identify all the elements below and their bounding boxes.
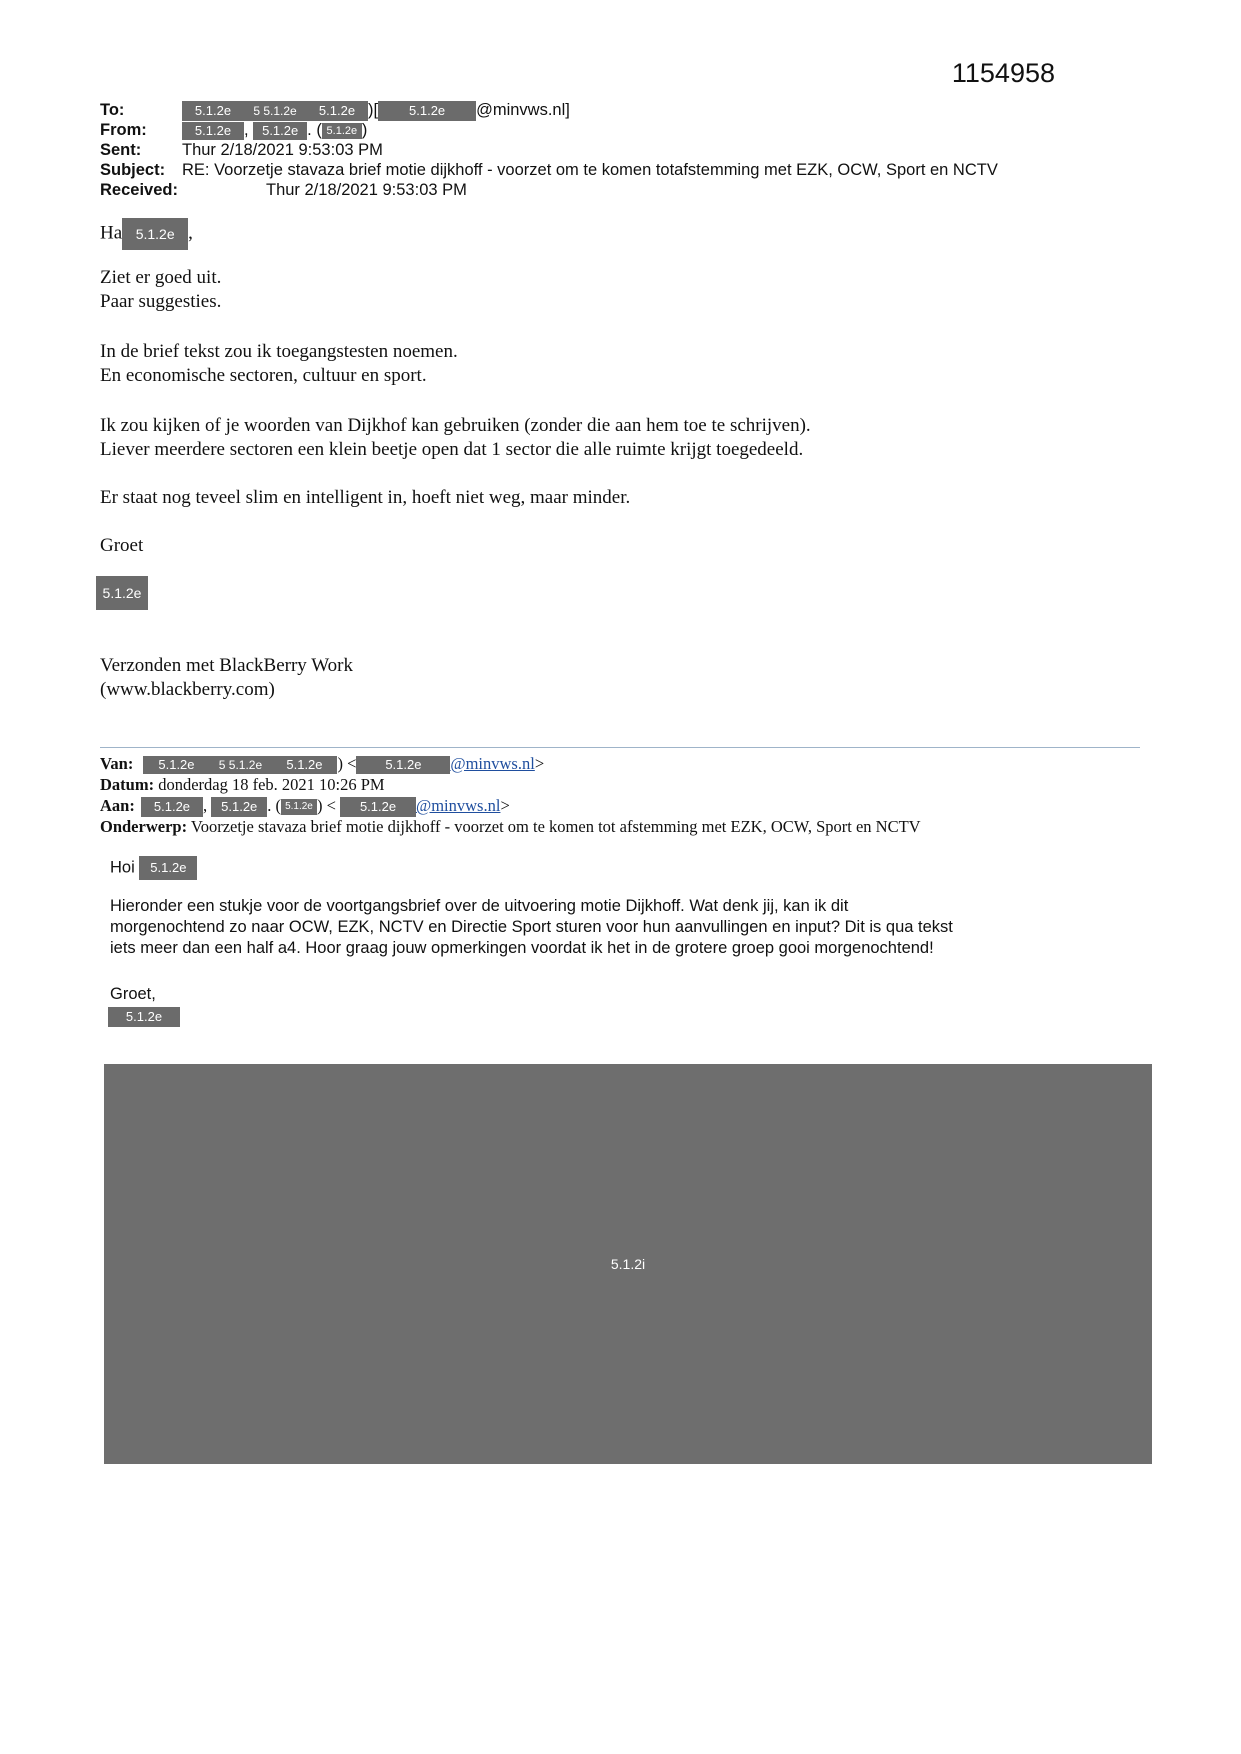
van-row: Van: 5.1.2e 5 5.1.2e 5.1.2e ) < 5.1.2e @minvws.nl> [100,754,545,773]
reply-sender-redaction [96,576,148,610]
from-label: From: [100,121,147,139]
original-closing: Groet, [110,985,156,1003]
reply-greeting: Ha 5.1.2e , [100,218,193,250]
redaction-box: 5 5.1.2e [209,756,271,774]
reply-paragraph-3: Ik zou kijken of je woorden van Dijkhof kan gebruiken (zonder die aan hem toe te schrijven). Liever meerdere sectoren een klein beetje open dat 1 sector die alle ruimte krijgt toegedeeld. [100,415,811,460]
original-greeting: Hoi 5.1.2e [110,856,197,880]
original-body: Hieronder een stukje voor de voortgangsbrief over de uitvoering motie Dijkhoff. Wat denk jij, kan ik dit morgenochtend zo naar OCW, EZK, NCTV en Directie Sport sturen voor hun aanvullingen en input? Dit is qua tekst iets meer dan een half a4. Hoor graag jouw opmerkingen voordat ik het in de grotere groep gooi morgenochtend! [110,897,953,957]
redaction-box: 5.1.2e [253,122,307,140]
redaction-box: 5.1.2e [281,799,317,815]
aan-row: Aan: 5.1.2e , 5.1.2e . ( 5.1.2e ) < 5.1.2e @minvws.nl> [100,795,510,817]
to-email-suffix: @minvws.nl] [476,101,570,119]
to-label: To: [100,101,125,119]
redaction-box: 5.1.2e [378,101,476,121]
redaction-box: 5.1.2e [340,797,416,817]
redaction-box: 5.1.2e [108,1007,180,1027]
received-label: Received: [100,181,178,199]
email-header [100,100,1100,200]
from-value: 5.1.2e , 5.1.2e . ( 5.1.2e ) [182,120,367,140]
redaction-box: 5.1.2e [356,756,450,774]
redaction-box: 5 5.1.2e [244,101,306,121]
blackberry-signature: Verzonden met BlackBerry Work (www.blackberry.com) [100,655,353,700]
reply-closing: Groet [100,535,144,556]
onderwerp-label: Onderwerp: [100,817,188,836]
redaction-box: 5.1.2e [306,101,368,121]
redaction-box: 5.1.2e [182,122,244,140]
redaction-box: 5.1.2e [211,797,267,817]
to-value: 5.1.2e 5 5.1.2e 5.1.2e )[ 5.1.2e @minvws.nl] [182,100,570,121]
aan-label: Aan: [100,796,135,815]
sent-label: Sent: [100,141,142,159]
redaction-box: 5.1.2e [122,218,188,250]
document-number: 1154958 [951,58,1055,88]
email-link[interactable]: @minvws.nl [416,796,501,815]
redaction-box: 5.1.2e [141,797,203,817]
subject-label: Subject: [100,161,166,179]
original-sender-redaction [108,1007,180,1027]
email-link[interactable]: @minvws.nl [450,754,535,773]
redaction-label: 5.1.2i [610,1256,646,1272]
redaction-box: 5.1.2e [271,756,337,774]
redaction-box: 5.1.2e [143,756,209,774]
redaction-box: 5.1.2e [322,123,362,139]
datum-value: donderdag 18 feb. 2021 10:26 PM [158,775,385,794]
reply-paragraph-4: Er staat nog teveel slim en intelligent in, hoeft niet weg, maar minder. [100,487,631,508]
datum-label: Datum: [100,775,155,794]
reply-paragraph-2: In de brief tekst zou ik toegangstesten noemen. En economische sectoren, cultuur en sport. [100,341,458,386]
reply-paragraph-1: Ziet er goed uit. Paar suggesties. [100,267,222,312]
van-label: Van: [100,754,134,773]
onderwerp-row [100,816,921,837]
redacted-content-block [104,1064,1152,1464]
sent-value: Thur 2/18/2021 9:53:03 PM [182,141,383,159]
divider [100,747,1140,748]
redaction-box: 5.1.2e [139,856,197,880]
redaction-box: 5.1.2e [96,576,148,610]
redaction-box: 5.1.2e [182,101,244,121]
received-value: Thur 2/18/2021 9:53:03 PM [266,181,467,199]
datum-row [100,774,385,795]
subject-value: RE: Voorzetje stavaza brief motie dijkhoff - voorzet om te komen totafstemming met EZK, OCW, Sport en NCTV [182,161,998,179]
onderwerp-value: Voorzetje stavaza brief motie dijkhoff - voorzet om te komen tot afstemming met EZK, OCW, Sport en NCTV [190,817,921,836]
